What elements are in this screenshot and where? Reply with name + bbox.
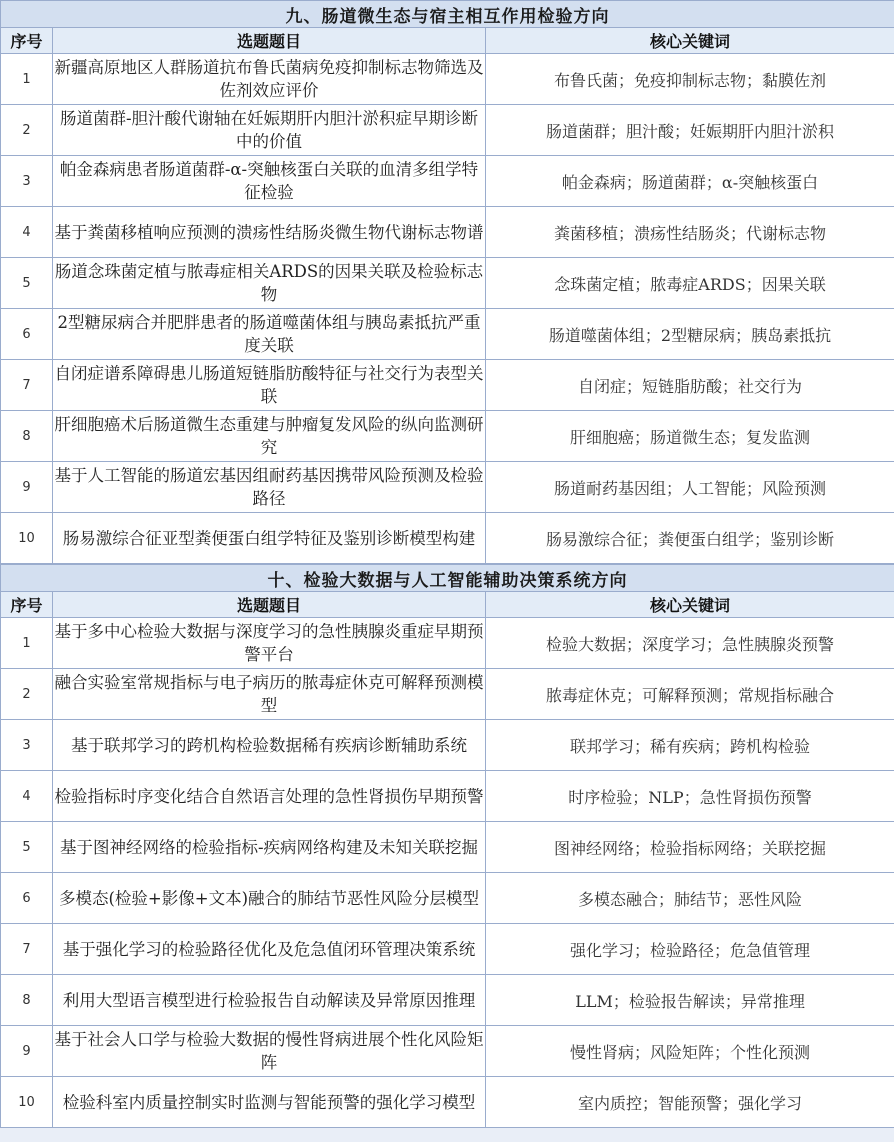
row-topic: 融合实验室常规指标与电子病历的脓毒症休克可解释预测模型 xyxy=(53,669,486,720)
table-row xyxy=(1,1026,894,1077)
table-row xyxy=(1,924,894,975)
row-keywords: 布鲁氏菌；免疫抑制标志物；黏膜佐剂 xyxy=(486,54,894,105)
table-row xyxy=(1,618,894,669)
row-keywords: 时序检验；NLP；急性肾损伤预警 xyxy=(486,771,894,822)
row-number: 6 xyxy=(1,873,53,924)
table-row xyxy=(1,822,894,873)
table-row xyxy=(1,207,894,258)
row-topic: 检验科室内质量控制实时监测与智能预警的强化学习模型 xyxy=(53,1077,486,1128)
header-num: 序号 xyxy=(1,592,53,618)
row-keywords: 肠易激综合征；粪便蛋白组学；鉴别诊断 xyxy=(486,513,894,564)
table-row xyxy=(1,462,894,513)
row-number: 5 xyxy=(1,258,53,309)
row-number: 2 xyxy=(1,669,53,720)
table-row xyxy=(1,156,894,207)
row-topic: 肠道念珠菌定植与脓毒症相关ARDS的因果关联及检验标志物 xyxy=(53,258,486,309)
table-row xyxy=(1,771,894,822)
table-row xyxy=(1,105,894,156)
row-keywords: 念珠菌定植；脓毒症ARDS；因果关联 xyxy=(486,258,894,309)
row-number: 3 xyxy=(1,720,53,771)
section-table-big-data-ai xyxy=(0,564,894,1128)
row-keywords: 肠道噬菌体组；2型糖尿病；胰岛素抵抗 xyxy=(486,309,894,360)
row-number: 1 xyxy=(1,54,53,105)
row-number: 10 xyxy=(1,1077,53,1128)
row-number: 1 xyxy=(1,618,53,669)
row-keywords: 脓毒症休克；可解释预测；常规指标融合 xyxy=(486,669,894,720)
row-keywords: 慢性肾病；风险矩阵；个性化预测 xyxy=(486,1026,894,1077)
table-row xyxy=(1,54,894,105)
section-title: 十、检验大数据与人工智能辅助决策系统方向 xyxy=(1,565,894,592)
row-keywords: 帕金森病；肠道菌群；α-突触核蛋白 xyxy=(486,156,894,207)
row-keywords: 强化学习；检验路径；危急值管理 xyxy=(486,924,894,975)
row-topic: 肠易激综合征亚型粪便蛋白组学特征及鉴别诊断模型构建 xyxy=(53,513,486,564)
row-keywords: 图神经网络；检验指标网络；关联挖掘 xyxy=(486,822,894,873)
row-keywords: 联邦学习；稀有疾病；跨机构检验 xyxy=(486,720,894,771)
row-topic: 新疆高原地区人群肠道抗布鲁氏菌病免疫抑制标志物筛选及佐剂效应评价 xyxy=(53,54,486,105)
row-number: 6 xyxy=(1,309,53,360)
table-row xyxy=(1,411,894,462)
row-topic: 肝细胞癌术后肠道微生态重建与肿瘤复发风险的纵向监测研究 xyxy=(53,411,486,462)
section-table-gut-microbiome xyxy=(0,0,894,564)
header-topic: 选题题目 xyxy=(53,592,486,618)
table-row xyxy=(1,720,894,771)
row-topic: 基于粪菌移植响应预测的溃疡性结肠炎微生物代谢标志物谱 xyxy=(53,207,486,258)
row-keywords: 粪菌移植；溃疡性结肠炎；代谢标志物 xyxy=(486,207,894,258)
table-row xyxy=(1,258,894,309)
header-num: 序号 xyxy=(1,28,53,54)
row-number: 8 xyxy=(1,975,53,1026)
bottom-margin xyxy=(0,1128,894,1142)
table-row xyxy=(1,669,894,720)
row-topic: 基于强化学习的检验路径优化及危急值闭环管理决策系统 xyxy=(53,924,486,975)
table-row xyxy=(1,360,894,411)
row-topic: 基于社会人口学与检验大数据的慢性肾病进展个性化风险矩阵 xyxy=(53,1026,486,1077)
row-number: 5 xyxy=(1,822,53,873)
row-topic: 自闭症谱系障碍患儿肠道短链脂肪酸特征与社交行为表型关联 xyxy=(53,360,486,411)
row-keywords: 肠道菌群；胆汁酸；妊娠期肝内胆汁淤积 xyxy=(486,105,894,156)
table-row xyxy=(1,309,894,360)
row-number: 2 xyxy=(1,105,53,156)
header-topic: 选题题目 xyxy=(53,28,486,54)
row-number: 9 xyxy=(1,462,53,513)
header-keywords: 核心关键词 xyxy=(486,592,894,618)
row-number: 7 xyxy=(1,924,53,975)
row-keywords: 多模态融合；肺结节；恶性风险 xyxy=(486,873,894,924)
row-keywords: 室内质控；智能预警；强化学习 xyxy=(486,1077,894,1128)
row-number: 8 xyxy=(1,411,53,462)
row-keywords: 检验大数据；深度学习；急性胰腺炎预警 xyxy=(486,618,894,669)
row-topic: 基于人工智能的肠道宏基因组耐药基因携带风险预测及检验路径 xyxy=(53,462,486,513)
row-keywords: 肝细胞癌；肠道微生态；复发监测 xyxy=(486,411,894,462)
table-row xyxy=(1,513,894,564)
section-title: 九、肠道微生态与宿主相互作用检验方向 xyxy=(1,1,894,28)
table-row xyxy=(1,975,894,1026)
row-number: 7 xyxy=(1,360,53,411)
row-number: 9 xyxy=(1,1026,53,1077)
table-row xyxy=(1,873,894,924)
row-topic: 2型糖尿病合并肥胖患者的肠道噬菌体组与胰岛素抵抗严重度关联 xyxy=(53,309,486,360)
table-row xyxy=(1,1077,894,1128)
row-keywords: 肠道耐药基因组；人工智能；风险预测 xyxy=(486,462,894,513)
row-number: 4 xyxy=(1,771,53,822)
row-topic: 基于图神经网络的检验指标-疾病网络构建及未知关联挖掘 xyxy=(53,822,486,873)
row-topic: 帕金森病患者肠道菌群-α-突触核蛋白关联的血清多组学特征检验 xyxy=(53,156,486,207)
row-topic: 肠道菌群-胆汁酸代谢轴在妊娠期肝内胆汁淤积症早期诊断中的价值 xyxy=(53,105,486,156)
row-keywords: 自闭症；短链脂肪酸；社交行为 xyxy=(486,360,894,411)
row-topic: 基于多中心检验大数据与深度学习的急性胰腺炎重症早期预警平台 xyxy=(53,618,486,669)
row-topic: 基于联邦学习的跨机构检验数据稀有疾病诊断辅助系统 xyxy=(53,720,486,771)
row-topic: 利用大型语言模型进行检验报告自动解读及异常原因推理 xyxy=(53,975,486,1026)
row-number: 10 xyxy=(1,513,53,564)
row-number: 4 xyxy=(1,207,53,258)
row-number: 3 xyxy=(1,156,53,207)
header-keywords: 核心关键词 xyxy=(486,28,894,54)
row-keywords: LLM；检验报告解读；异常推理 xyxy=(486,975,894,1026)
row-topic: 检验指标时序变化结合自然语言处理的急性肾损伤早期预警 xyxy=(53,771,486,822)
row-topic: 多模态(检验+影像+文本)融合的肺结节恶性风险分层模型 xyxy=(53,873,486,924)
